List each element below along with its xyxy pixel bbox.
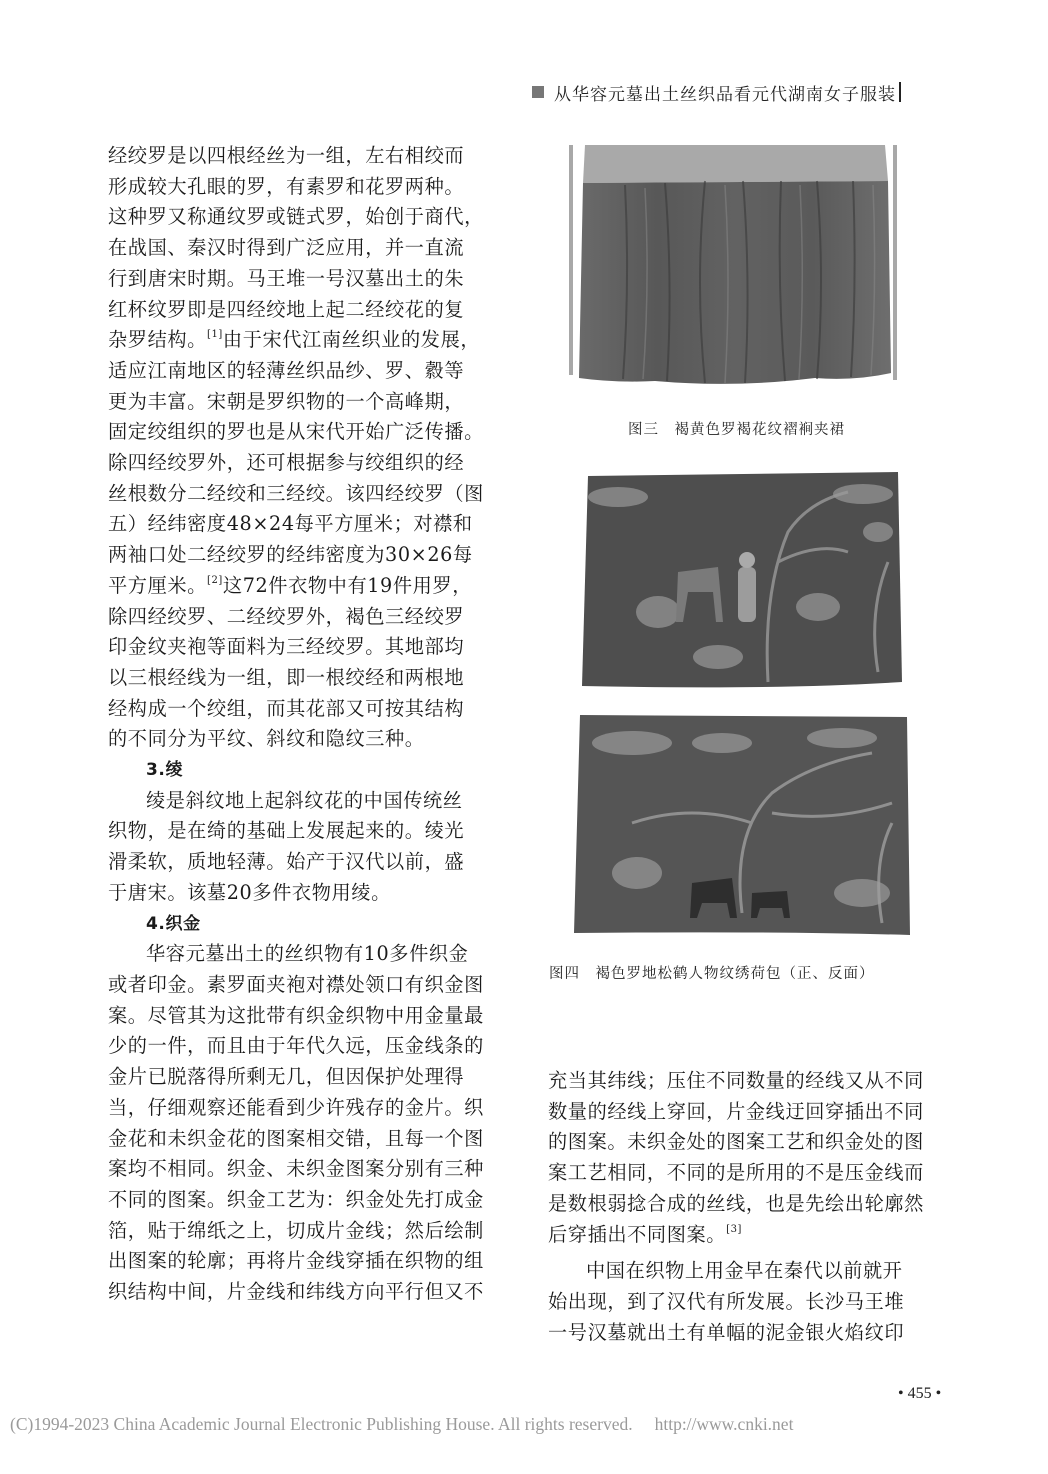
text-line: 五）经纬密度48×24每平方厘米；对襟和 xyxy=(108,512,473,536)
text-line: 织结构中间，片金线和纬线方向平行但又不 xyxy=(108,1280,484,1304)
text-line: 是数根弱捻合成的丝线，也是先绘出轮廓然 xyxy=(548,1191,924,1215)
text-line: 始出现，到了汉代有所发展。长沙马王堆 xyxy=(548,1289,905,1313)
text-line: 经构成一个绞组，而其花部又可按其结构 xyxy=(108,696,465,720)
text-line xyxy=(108,571,520,602)
citation-ref-3[interactable]: [3] xyxy=(726,1223,743,1235)
text-line: 出图案的轮廓；再将片金线穿插在织物的组 xyxy=(108,1249,484,1273)
figure-4-caption: 图四 褐色罗地松鹤人物纹绣荷包（正、反面） xyxy=(549,966,875,982)
figure-3-skirt-photo xyxy=(555,143,915,390)
text-line: 绫是斜纹地上起斜纹花的中国传统丝 xyxy=(146,788,463,812)
copyright-text: (C)1994-2023 China Academic Journal Electronic Publishing House. All rights reserved. xyxy=(10,1414,633,1434)
text-line: 或者印金。素罗面夹袍对襟处领口有织金图 xyxy=(108,972,484,996)
text-line xyxy=(108,325,520,356)
text-line: 案均不相同。织金、未织金图案分别有三种 xyxy=(108,1157,484,1181)
section-heading-3: 3.绫 xyxy=(146,760,184,781)
text-span: 由于宋代江南丝织业的发展， xyxy=(222,328,481,352)
cnki-url[interactable]: http://www.cnki.net xyxy=(654,1414,794,1434)
text-line: 在战国、秦汉时得到广泛应用，并一直流 xyxy=(108,236,465,260)
text-line: 箔，贴于绵纸之上，切成片金线；然后绘制 xyxy=(108,1218,484,1242)
text-line: 滑柔软，质地轻薄。始产于汉代以前，盛 xyxy=(108,850,465,874)
text-line: 金花和未织金花的图案相交错，且每一个图 xyxy=(108,1126,484,1150)
text-line: 充当其纬线；压住不同数量的经线又从不同 xyxy=(548,1069,924,1092)
text-line: 除四经绞罗外，还可根据参与绞组织的经 xyxy=(108,451,465,475)
text-line: 的不同分为平纹、斜纹和隐纹三种。 xyxy=(108,727,425,751)
text-line: 除四经绞罗、二经绞罗外，褐色三经绞罗 xyxy=(108,604,465,628)
text-line: 不同的图案。织金工艺为：织金处先打成金 xyxy=(108,1187,484,1211)
text-line: 两袖口处二经绞罗的经纬密度为30×26每 xyxy=(108,543,473,567)
text-line: 适应江南地区的轻薄丝织品纱、罗、縠等 xyxy=(108,358,465,382)
citation-ref-1[interactable]: [1] xyxy=(206,329,223,341)
text-line: 红杯纹罗即是四经绞地上起二经绞花的复 xyxy=(108,297,465,321)
text-line: 形成较大孔眼的罗，有素罗和花罗两种。 xyxy=(108,174,465,198)
text-span: 这72件衣物中有19件用罗， xyxy=(222,573,473,597)
left-column xyxy=(108,141,520,1308)
page-number: • 455 • xyxy=(898,1385,942,1402)
figure-4-pouch-back-photo xyxy=(572,713,912,938)
text-line: 丝根数分二经绞和三经绞。该四经绞罗（图 xyxy=(108,481,484,505)
text-span: 后穿插出不同图案。 xyxy=(548,1222,727,1246)
text-line xyxy=(548,1220,948,1251)
citation-ref-2[interactable]: [2] xyxy=(206,574,223,586)
text-line: 织物，是在绮的基础上发展起来的。绫光 xyxy=(108,819,465,843)
text-line: 案。尽管其为这批带有织金织物中用金量最 xyxy=(108,1003,484,1027)
running-title: 从华容元墓出土丝织品看元代湖南女子服装 xyxy=(554,84,896,105)
figure-4-pouch-front-photo xyxy=(578,472,908,694)
text-line: 固定绞组织的罗也是从宋代开始广泛传播。 xyxy=(108,420,484,444)
text-span: 杂罗结构。 xyxy=(108,328,207,352)
text-line: 以三根经线为一组，即一根绞经和两根地 xyxy=(108,665,465,689)
square-bullet-icon xyxy=(532,86,544,98)
text-line: 金片已脱落得所剩无几，但因保护处理得 xyxy=(108,1065,465,1089)
text-line: 一号汉墓就出土有单幅的泥金银火焰纹印 xyxy=(548,1320,905,1344)
text-line: 行到唐宋时期。马王堆一号汉墓出土的朱 xyxy=(108,266,465,290)
text-line: 经绞罗是以四根经丝为一组，左右相绞而 xyxy=(108,144,465,167)
text-line: 中国在织物上用金早在秦代以前就开 xyxy=(586,1259,903,1283)
figure-3-caption: 图三 褐黄色罗褐花纹褶裥夹裙 xyxy=(628,422,845,438)
text-line: 案工艺相同，不同的是所用的不是压金线而 xyxy=(548,1161,924,1185)
text-line: 更为丰富。宋朝是罗织物的一个高峰期， xyxy=(108,389,465,413)
text-line: 于唐宋。该墓20多件衣物用绫。 xyxy=(108,880,391,904)
text-line: 当，仔细观察还能看到少许残存的金片。织 xyxy=(108,1095,484,1119)
running-header xyxy=(532,80,952,104)
copyright-footer xyxy=(10,1414,793,1435)
text-line: 少的一件，而且由于年代久远，压金线条的 xyxy=(108,1034,484,1058)
text-line: 华容元墓出土的丝织物有10多件织金 xyxy=(146,942,469,966)
right-column xyxy=(548,1066,948,1348)
section-heading-4: 4.织金 xyxy=(146,913,201,934)
text-line: 的图案。未织金处的图案工艺和织金处的图 xyxy=(548,1130,924,1154)
text-line: 数量的经线上穿回，片金线迂回穿插出不同 xyxy=(548,1099,924,1123)
header-rule xyxy=(899,82,901,102)
text-line: 印金纹夹袍等面料为三经绞罗。其地部均 xyxy=(108,635,465,659)
text-line: 这种罗又称通纹罗或链式罗，始创于商代， xyxy=(108,205,484,229)
text-span: 平方厘米。 xyxy=(108,573,207,597)
